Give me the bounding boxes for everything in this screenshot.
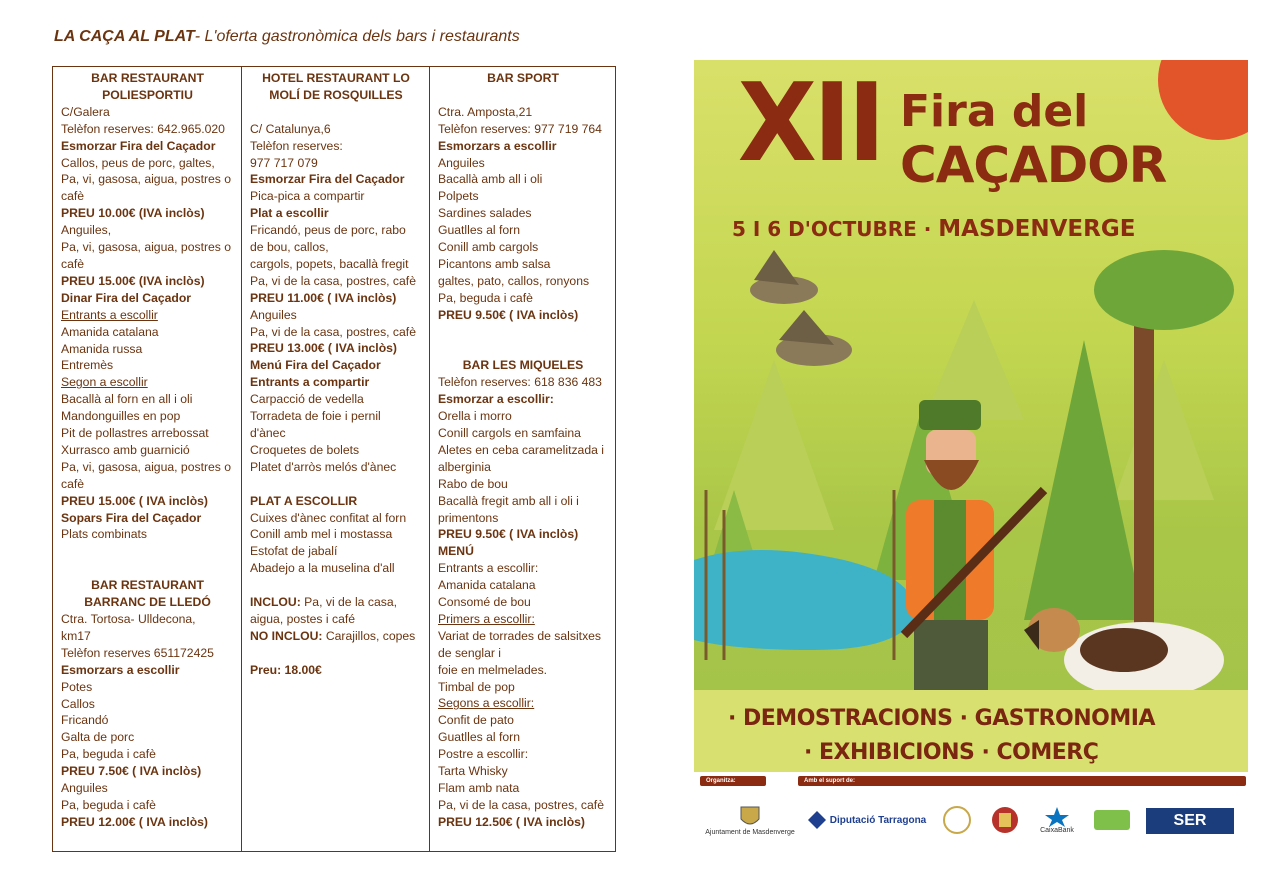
menu-line: Fricandó	[61, 713, 109, 728]
menu-line: Plats combinats	[61, 527, 148, 542]
menu-line: Rabo de bou	[438, 476, 508, 491]
diputacio-logo	[802, 798, 932, 842]
duck-shape	[776, 310, 852, 366]
menu-line: Preu: 18.00€	[250, 662, 322, 677]
menu-line: PREU 12.50€ ( IVA inclòs)	[438, 814, 585, 829]
menu-line-rest: Pa, vi de la casa,	[300, 595, 397, 610]
menu-line: Pa, vi de la casa, postres, cafè	[438, 797, 604, 812]
menu-line: Conill amb cargols	[438, 240, 539, 255]
menu-line: km17	[61, 628, 91, 643]
menu-line: MENÚ	[438, 544, 474, 559]
suport-bar: Amb el suport de:	[798, 776, 1246, 786]
menu-line-bold: NO INCLOU:	[250, 628, 323, 643]
menu-line: HOTEL RESTAURANT LO	[262, 71, 410, 85]
menu-line: PREU 11.00€ ( IVA inclòs)	[250, 290, 397, 305]
menu-line: Xurrasco amb guarnició	[61, 442, 190, 457]
menu-line: PREU 13.00€ ( IVA inclòs)	[250, 341, 397, 356]
title-sub: - L'oferta gastronòmica dels bars i restaurants	[194, 28, 520, 45]
diputacio-label: Diputació Tarragona	[829, 814, 927, 826]
fair-poster	[694, 60, 1248, 850]
menu-line: Plat a escollir	[250, 206, 329, 221]
menu-line: Flam amb nata	[438, 781, 520, 796]
dates-text: 5 I 6 D'OCTUBRE ·	[732, 217, 932, 241]
menu-line: Pa, vi de la casa, postres, cafè	[250, 324, 416, 339]
menu-line: Anguiles	[250, 307, 297, 322]
menu-line: cafè	[61, 256, 85, 271]
menu-line: Amanida catalana	[61, 324, 159, 339]
activities-line-1: · DEMOSTRACIONS · GASTRONOMIA	[728, 706, 1155, 731]
menu-line	[250, 594, 422, 611]
menu-line: Ctra. Amposta,21	[438, 104, 533, 119]
menu-line: Anguiles	[61, 781, 108, 796]
shield-icon	[739, 805, 761, 829]
menu-line: Telèfon reserves:	[250, 138, 343, 153]
menu-line: Pa, beguda i cafè	[61, 747, 156, 762]
menu-column-1	[53, 67, 241, 851]
menu-line: Pit de pollastres arrebossat	[61, 426, 209, 441]
caixabank-logo	[1032, 798, 1082, 842]
menu-line: Sopars Fira del Caçador	[61, 510, 202, 525]
menu-line: Guatlles al forn	[438, 730, 520, 745]
menu-line: Croquetes de bolets	[250, 442, 360, 457]
menu-line: C/ Catalunya,6	[250, 121, 331, 136]
menu-line: Consomé de bou	[438, 595, 531, 610]
menu-line: PREU 10.00€ (IVA inclòs)	[61, 206, 205, 221]
menu-line: Bacallà amb all i oli	[438, 172, 543, 187]
menu-line: Potes	[61, 679, 93, 694]
menu-line: aigua, postes i café	[250, 611, 356, 626]
seal-icon	[942, 805, 972, 835]
menu-line: Mandonguilles en pop	[61, 409, 181, 424]
menu-line: Ctra. Tortosa- Ulldecona,	[61, 611, 196, 626]
menu-line: Entrants a escollir	[61, 307, 158, 322]
menu-line: Esmorzar a escollir:	[438, 392, 554, 407]
menu-line	[438, 340, 608, 357]
menu-line: BAR RESTAURANT	[91, 71, 204, 85]
sponsor-footer	[694, 772, 1248, 850]
badge-icon	[1094, 808, 1130, 832]
tree-trunk	[1134, 300, 1154, 660]
menu-line: PREU 15.00€ (IVA inclòs)	[61, 273, 205, 288]
menu-line: Bacallà fregit amb all i oli i	[438, 493, 579, 508]
menu-line: cafè	[61, 189, 85, 204]
menu-line	[61, 543, 234, 560]
menu-line	[250, 628, 422, 645]
menu-line: Esmorzar Fira del Caçador	[61, 138, 216, 153]
menu-line: Telèfon reserves 651172425	[61, 645, 214, 660]
menu-line: PLAT A ESCOLLIR	[250, 493, 358, 508]
menu-line: Conill cargols en samfaina	[438, 425, 581, 440]
menu-line: Telèfon reserves: 642.965.020	[61, 121, 225, 136]
menu-line: PREU 7.50€ ( IVA inclòs)	[61, 764, 202, 779]
menu-line: Platet d'arròs melós d'ànec	[250, 459, 397, 474]
diamond-icon	[808, 811, 826, 829]
menu-line: Timbal de pop	[438, 679, 515, 694]
dog-figure	[1024, 608, 1224, 698]
menu-line: Picantons amb salsa	[438, 256, 551, 271]
menu-line: Orella i morro	[438, 409, 512, 424]
menu-line: foie en melmelades.	[438, 662, 548, 677]
menu-line: Entrants a compartir	[250, 375, 370, 390]
menu-line: alberginia	[438, 459, 491, 474]
menu-line: Torradeta de foie i pernil	[250, 409, 381, 424]
menu-line	[438, 87, 608, 104]
menu-line: Menú Fira del Caçador	[250, 358, 381, 373]
page-title	[54, 28, 520, 46]
menu-line: Estofat de jabalí	[250, 544, 338, 559]
menu-line: Amanida russa	[61, 341, 143, 356]
menu-line-bold: INCLOU:	[250, 595, 301, 610]
menu-line: Anguiles,	[61, 223, 112, 238]
menu-line: Segon a escollir	[61, 375, 148, 390]
town-name: MASDENVERGE	[938, 216, 1136, 242]
edition-number: XII	[737, 61, 882, 186]
menu-line: Amanida catalana	[438, 578, 536, 593]
menu-line: cafè	[61, 476, 85, 491]
tree-canopy	[1094, 250, 1234, 330]
menu-line: Galta de porc	[61, 730, 135, 745]
ajuntament-logo	[705, 798, 795, 842]
menu-line: BAR RESTAURANT	[91, 578, 204, 593]
menu-line: d'ànec	[250, 426, 286, 441]
menu-line: POLIESPORTIU	[102, 87, 193, 102]
menu-line: BAR SPORT	[487, 71, 559, 85]
menu-line-rest: Carajillos, copes	[322, 628, 416, 643]
menu-line: MOLÍ DE ROSQUILLES	[269, 87, 403, 102]
menu-line	[438, 324, 608, 341]
menu-line: Telèfon reserves: 977 719 764	[438, 121, 602, 136]
tree-shape	[1114, 360, 1214, 500]
menu-line	[250, 577, 422, 594]
menu-line: Conill amb mel i mostassa	[250, 527, 393, 542]
poster-dates	[732, 216, 1135, 242]
duck-shape	[750, 250, 818, 304]
menu-line: Dinar Fira del Caçador	[61, 290, 192, 305]
menu-line: PREU 15.00€ ( IVA inclòs)	[61, 493, 208, 508]
menu-line: Carpacció de vedella	[250, 392, 364, 407]
menu-line: Pa, vi, gasosa, aigua, postres o	[61, 459, 232, 474]
menu-line: Sardines salades	[438, 206, 532, 221]
ser-logo: SER	[1146, 808, 1234, 834]
star-icon	[1045, 807, 1069, 827]
menu-line: Confit de pato	[438, 713, 514, 728]
menu-line: cargols, popets, bacallà fregit	[250, 256, 409, 271]
menu-line: Guatlles al forn	[438, 223, 520, 238]
menu-line: galtes, pato, callos, ronyons	[438, 273, 590, 288]
menu-line: BARRANC DE LLEDÓ	[84, 595, 211, 610]
menu-column-2	[241, 67, 429, 851]
menu-column-3	[429, 67, 615, 851]
ajuntament-label: Ajuntament de Masdenverge	[705, 828, 795, 836]
poster-title-fira: Fira del	[900, 86, 1089, 137]
menu-line: Esmorzars a escollir	[438, 138, 557, 153]
menu-line: Postre a escollir:	[438, 747, 529, 762]
circle-logo	[940, 798, 974, 842]
menu-line: Esmorzar Fira del Caçador	[250, 172, 405, 187]
menu-line: 977 717 079	[250, 155, 318, 170]
menu-line: Esmorzars a escollir	[61, 662, 180, 677]
green-logo	[1092, 798, 1132, 842]
title-main: LA CAÇA AL PLAT	[54, 28, 195, 45]
menu-line: Aletes en ceba caramelitzada i	[438, 442, 604, 457]
menu-line: BAR LES MIQUELES	[462, 358, 584, 373]
menu-line	[250, 645, 422, 662]
menu-line: Entremès	[61, 358, 114, 373]
caixabank-label: CaixaBank	[1040, 826, 1074, 834]
menu-line	[61, 560, 234, 577]
menu-line: Fricandó, peus de porc, rabo	[250, 223, 406, 238]
organitza-bar: Organitza:	[700, 776, 766, 786]
menu-line: Polpets	[438, 189, 479, 204]
menu-line	[250, 104, 422, 121]
menu-line: PREU 9.50€ ( IVA inclòs)	[438, 307, 579, 322]
menu-line: Pa, beguda i cafè	[61, 797, 156, 812]
menu-line: Telèfon reserves: 618 836 483	[438, 375, 602, 390]
menu-line: PREU 9.50€ ( IVA inclòs)	[438, 527, 579, 542]
menu-table	[52, 66, 616, 852]
coat-of-arms-icon	[990, 805, 1020, 835]
menu-line: Pa, vi de la casa, postres, cafè	[250, 273, 416, 288]
activities-line-2: · EXHIBICIONS · COMERÇ	[804, 740, 1099, 765]
menu-line: primentons	[438, 510, 499, 525]
menu-line: Cuixes d'ànec confitat al forn	[250, 510, 407, 525]
menu-line: Tarta Whisky	[438, 764, 508, 779]
menu-line: Anguiles	[438, 155, 485, 170]
menu-line: Segons a escollir:	[438, 696, 535, 711]
menu-line: Pa, vi, gasosa, aigua, postres o	[61, 240, 232, 255]
menu-line: Pa, beguda i cafè	[438, 290, 533, 305]
menu-line: Variat de torrades de salsitxes	[438, 628, 602, 643]
menu-line: de senglar i	[438, 645, 502, 660]
menu-line: Entrants a escollir:	[438, 561, 539, 576]
poster-title-cacador: CAÇADOR	[900, 136, 1167, 194]
menu-line: Abadejo a la muselina d'all	[250, 561, 395, 576]
menu-line: Bacallà al forn en all i oli	[61, 392, 193, 407]
menu-line: C/Galera	[61, 104, 110, 119]
menu-line: PREU 12.00€ ( IVA inclòs)	[61, 814, 208, 829]
menu-line: Callos	[61, 696, 95, 711]
menu-line: de bou, callos,	[250, 240, 329, 255]
coat-of-arms-logo	[988, 798, 1022, 842]
menu-line: Primers a escollir:	[438, 611, 535, 626]
menu-line	[250, 476, 422, 493]
menu-line: Pica-pica a compartir	[250, 189, 365, 204]
menu-line: Pa, vi, gasosa, aigua, postres o	[61, 172, 232, 187]
menu-line: Callos, peus de porc, galtes,	[61, 155, 215, 170]
